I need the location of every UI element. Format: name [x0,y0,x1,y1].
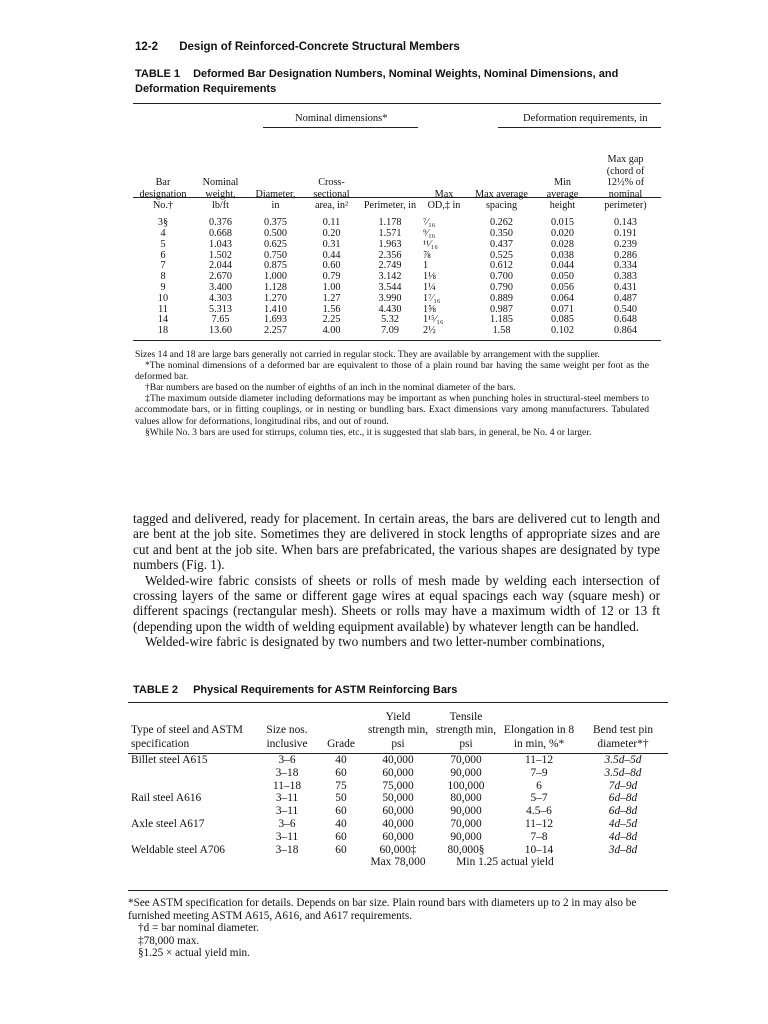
table1-notes [135,349,649,438]
table2-col-grade: Grade [327,737,355,750]
table1-cell: 1¼ [423,281,436,293]
table1-cell: 1.693 [264,314,287,326]
table2-cell: 90,000 [450,766,482,779]
table1-cell: 0.612 [490,260,513,272]
table1-cell: 0.875 [264,260,287,272]
table1-col-gap: Max gap (chord of 12½% of nominal perimeter) [604,154,647,212]
table1-col-area: Cross-sectional area, in² [313,177,350,212]
table1-col-bar: Bar designation No.† [139,177,187,212]
table1-note: †Bar numbers are based on the number of eighths of an inch in the nominal diameter of the bars. [145,382,516,394]
table1-header-rule [133,197,661,198]
table2-note: ‡78,000 max. [138,934,200,947]
table2-empty-cell [256,856,318,869]
table1-cell: 0.350 [490,227,513,239]
table1-cell: 1.185 [490,314,513,326]
table1-cell: 0.44 [322,249,341,261]
table2-cell: 10–14 [524,843,554,856]
table1-cell: 1.00 [322,281,341,293]
table2-note: †d = bar nominal diameter. [138,922,259,935]
table1-note: §While No. 3 bars are used for stirrups, column ties, etc., it is suggested that slab bars, in general, be No. 4 or larger. [145,426,592,438]
table2-caption [133,684,457,696]
table2-cell: 6d–8d [608,792,638,805]
table2-row [128,805,668,818]
table1-cell: ⁹⁄₁₆ [423,227,436,239]
table1-title: Deformed Bar Designation Numbers, Nominal Weights, Nominal Dimensions, and Deformation Requirements [135,68,619,95]
table2-cell: 40 [335,754,347,766]
table1-cell: 0.028 [551,238,574,250]
table1-cell: 4.430 [378,303,402,315]
table2-empty-cell [128,856,256,869]
table2-cell: 60 [335,805,347,818]
table1-cell: 5 [160,238,166,250]
table2-row [128,818,668,831]
table1-cell: 0.085 [551,314,574,326]
table2-cell: 75,000 [382,779,414,792]
running-head [135,41,460,53]
table2-col-tensile: Tensile strength min, psi [435,710,497,750]
table1-cell: 0.044 [551,260,574,272]
table1-cell: 0.700 [490,271,513,283]
table2-extra-tensile: Min 1.25 actual yield [456,856,554,869]
table1-cell: 8 [160,271,166,283]
table1-cell: 1⁷⁄₁₆ [423,292,441,304]
table1-cell: 0.31 [322,238,341,250]
table2-cell: 3–6 [278,754,296,766]
table1-cell: 0.015 [551,216,574,228]
table2-cell [128,767,256,780]
table2-cell: 60 [335,830,347,843]
table1-col-perimeter: Perimeter, in [363,200,417,212]
table1-cell: 3.400 [209,281,232,293]
table2-cell [128,805,256,818]
table1-cell: 7 [160,260,166,272]
table1-cell: 2.257 [264,325,287,337]
table2-extra-row [128,856,668,869]
table1-cell: 1.178 [378,216,402,228]
page-number: 12-2 [135,41,159,53]
table1-row [133,212,661,229]
table1-number: TABLE 1 [135,68,181,80]
table2-cell: 4d–5d [608,817,638,830]
table2-empty-cell [578,856,668,869]
table1-cell: 1.27 [322,292,341,304]
table2-header-rule [128,753,668,754]
table2-empty-cell [318,856,364,869]
table1-cell: 0.050 [551,271,574,283]
table1-cell: 10 [157,292,169,304]
table1-cell: 7.65 [211,314,230,326]
table1-cell: 0.889 [490,292,513,304]
table2 [128,707,668,869]
table1-cell: 0.143 [614,216,637,228]
table1-caption [135,67,655,97]
table2-cell: 4.5–6 [526,805,552,818]
table1-cell: 1.410 [264,303,287,315]
table2-cell: 3–18 [275,766,299,779]
table2-cell: 40,000 [382,754,414,766]
table1-cell: 0.11 [322,216,341,228]
table2-cell: 50,000 [382,792,414,805]
table2-cell: 90,000 [450,805,482,818]
table1-cell: 0.20 [322,227,341,239]
table2-cell: 7–9 [530,766,548,779]
table1-cell: 3.544 [378,281,402,293]
table1-cell: 2.25 [322,314,341,326]
table1-cell: 0.020 [551,227,574,239]
table2-cell: 90,000 [450,830,482,843]
table2-cell: 70,000 [450,754,482,766]
table1-cell: 0.987 [490,303,513,315]
table2-cell: Billet steel A615 [131,754,208,766]
body-paragraph: Welded-wire fabric consists of sheets or rolls of mesh made by welding each intersection of crossing layers of the same or different gage wires at equal spacings each way (square mesh) or different spacings (rectangular mesh). Sheets or rolls may have a maximum width of 12 or 13 ft (depending upon the width of welding equipment available) by whatever length can be handled. [133,572,660,634]
table2-cell: 3–6 [278,817,296,830]
table2-number: TABLE 2 [133,684,179,696]
table2-cell: 60 [335,843,347,856]
table1-note: *The nominal dimensions of a deformed bar are equivalent to those of a plain round bar having the same weight per foot as the deformed bar. [135,360,649,383]
table1-cell: 0.056 [551,281,574,293]
table2-cell: 60 [335,766,347,779]
table2-cell: 50 [335,792,347,805]
table1-cell: 1.270 [264,292,287,304]
table2-cell: 3–18 [275,843,299,856]
table2-title: Physical Requirements for ASTM Reinforcing Bars [193,684,458,696]
table2-cell: 70,000 [450,817,482,830]
table1-cell: 0.79 [322,271,341,283]
table2-note: *See ASTM specification for details. Depends on bar size. Plain round bars with diameters up to 2 in may also be furnished meeting ASTM A615, A616, and A617 requirements. [128,897,637,922]
table1-group-nominal-rule [263,127,418,128]
table2-cell: 4d–8d [608,830,638,843]
table1-cell: 1.963 [378,238,402,250]
table1-cell: 1.043 [209,238,232,250]
table1-cell: 5.313 [209,303,232,315]
table1-cell: 0.487 [614,292,637,304]
table2-cell: 5–7 [530,792,548,805]
table1-cell: 2.670 [209,271,232,283]
table1 [133,154,661,337]
table1-col-spacing: Max average spacing [475,188,528,212]
body-paragraph: tagged and delivered, ready for placement. In certain areas, the bars are delivered cut to length and are bent at the job site. Sometimes they are delivered in stock lengths of appropriate sizes and are cut and bent at the job site. When bars are prefabricated, the various shapes are designated by type numbers (Fig. 1). [133,511,660,573]
table2-cell: 7–8 [530,830,548,843]
table2-note: §1.25 × actual yield min. [138,947,250,960]
table2-row [128,780,668,793]
table1-cell: ⅞ [423,249,431,261]
table2-top-rule [128,702,668,703]
table1-cell: 1¹⁵⁄₁₆ [423,314,444,326]
table2-cell: 75 [335,779,347,792]
table1-cell: 1⅛ [423,271,436,283]
table2-col-bend: Bend test pin diameter*† [592,724,654,750]
table2-cell: 7d–9d [608,779,638,792]
table1-cell: 0.625 [264,238,287,250]
table1-note: ‡The maximum outside diameter including deformations may be important as when punching holes in structural-steel members to accommodate bars, or in fitting couplings, or in nesting or bundling bars. Exact dimensions vary among manufacturers. Tabulated values allow for deformations, longitudinal ribs, and out of round. [135,393,649,427]
table1-cell: 0.540 [614,303,637,315]
table2-cell: 3.5d–5d [604,754,642,766]
table1-col-weight: Nominal weight, lb/ft [202,177,239,212]
table2-col-elong: Elongation in 8 in min, %* [503,724,575,750]
table1-group-nominal: Nominal dimensions* [295,113,388,124]
table2-notes [128,897,668,960]
table1-cell: 0.790 [490,281,513,293]
table2-row [128,844,668,857]
table1-cell: 1.571 [378,227,402,239]
table2-row [128,831,668,844]
table1-cell: 0.648 [614,314,637,326]
table1-cell: 14 [157,314,169,326]
table2-cell: Weldable steel A706 [131,843,225,856]
table1-cell: 0.071 [551,303,574,315]
table1-cell: 1.502 [209,249,232,261]
table1-cell: 4.303 [209,292,232,304]
table1-cell: 0.334 [614,260,637,272]
table1-cell: 0.191 [614,227,637,239]
table1-cell: 2.749 [378,260,402,272]
table1-cell: 1.58 [492,325,511,337]
table2-cell: 6d–8d [608,805,638,818]
table2-cell [128,780,256,793]
table2-cell: 3d–8d [608,843,638,856]
table1-top-rule [133,103,661,104]
table1-cell: 0.102 [551,325,574,337]
table2-cell: 6 [536,779,542,792]
table2-cell: 40,000 [382,817,414,830]
table1-cell: 0.239 [614,238,637,250]
table1-bottom-rule [133,340,661,341]
chapter-title: Design of Reinforced-Concrete Structural Members [179,41,460,53]
body-text [133,511,660,650]
table2-row [128,792,668,805]
table1-cell: 3.142 [378,271,402,283]
table2-cell: 60,000 [382,766,414,779]
table1-cell: 0.262 [490,216,513,228]
table1-cell: 0.383 [614,271,637,283]
table1-cell: 0.864 [614,325,637,337]
table1-header-row [133,154,661,212]
table2-cell: 60,000‡ [379,843,417,856]
table1-cell: 2.044 [209,260,232,272]
table2-col-yield: Yield strength min, psi [367,710,429,750]
table2-cell: Rail steel A616 [131,792,202,805]
table1-cell: 1⅝ [423,303,436,315]
table1-cell: 0.525 [490,249,513,261]
table1-cell: 1.56 [322,303,341,315]
table1-cell: ⁷⁄₁₆ [423,216,436,228]
table2-cell: 40 [335,817,347,830]
table1-cell: 1 [423,260,429,272]
table1-cell: ¹¹⁄₁₆ [423,238,438,250]
table2-cell [128,831,256,844]
table1-cell: 2½ [423,325,436,337]
table1-cell: 1.128 [264,281,287,293]
table2-cell: 60,000 [382,805,414,818]
table1-cell: 18 [157,325,169,337]
table2-cell: 11–12 [524,817,554,830]
table1-cell: 7.09 [381,325,399,337]
body-paragraph: Welded-wire fabric is designated by two numbers and two letter-number combinations, [145,634,605,650]
table2-row [128,767,668,780]
table2-cell: 11–18 [272,779,302,792]
table1-cell: 0.375 [264,216,287,228]
table2-cell: 3.5d–8d [604,766,642,779]
table2-col-type: Type of steel and ASTM specification [131,724,243,750]
table1-cell: 11 [158,303,168,315]
table2-cell: 60,000 [382,830,414,843]
table1-cell: 0.376 [209,216,232,228]
table1-cell: 4.00 [322,325,341,337]
table1-cell: 0.286 [614,249,637,261]
table1-cell: 0.437 [490,238,513,250]
table1-row [133,326,661,337]
table2-cell: 3–11 [275,792,299,805]
table1-row [133,240,661,251]
table1-group-deformation-rule [498,127,661,128]
table2-cell: Axle steel A617 [131,817,205,830]
table1-cell: 0.431 [614,281,637,293]
table2-bottom-rule [128,890,668,891]
table1-cell: 3§ [157,216,169,228]
table1-cell: 0.668 [209,227,232,239]
table2-col-size: Size nos. inclusive [266,724,308,750]
table1-col-height: Min average height [546,177,579,212]
table2-cell: 100,000 [447,779,485,792]
table1-note: Sizes 14 and 18 are large bars generally not carried in regular stock. They are available by arrangement with the supplier. [135,349,600,360]
table1-cell: 2.356 [378,249,402,261]
table1-cell: 0.60 [322,260,341,272]
table1-cell: 13.60 [209,325,232,337]
table1-cell: 4 [160,227,166,239]
table2-cell: 3–11 [275,830,299,843]
table1-cell: 6 [160,249,166,261]
table2-cell: 3–11 [275,805,299,818]
table1-cell: 9 [160,281,166,293]
table1-cell: 3.990 [378,292,402,304]
table2-cell: 11–12 [524,754,554,766]
table1-cell: 0.750 [264,249,287,261]
table1-cell: 0.064 [551,292,574,304]
table2-extra-yield: Max 78,000 [370,856,426,869]
table1-cell: 0.500 [264,227,287,239]
table2-cell: 80,000§ [447,843,485,856]
table1-col-diameter: Diameter, in [255,188,296,212]
table1-cell: 0.038 [551,249,574,261]
table1-cell: 1.000 [264,271,287,283]
table2-cell: 80,000 [450,792,482,805]
table1-row [133,294,661,305]
table1-group-deformation: Deformation requirements, in [523,113,648,124]
table2-header-row [128,707,668,751]
table1-col-maxod: Max OD,‡ in [427,188,461,212]
table1-cell: 5.32 [381,314,399,326]
